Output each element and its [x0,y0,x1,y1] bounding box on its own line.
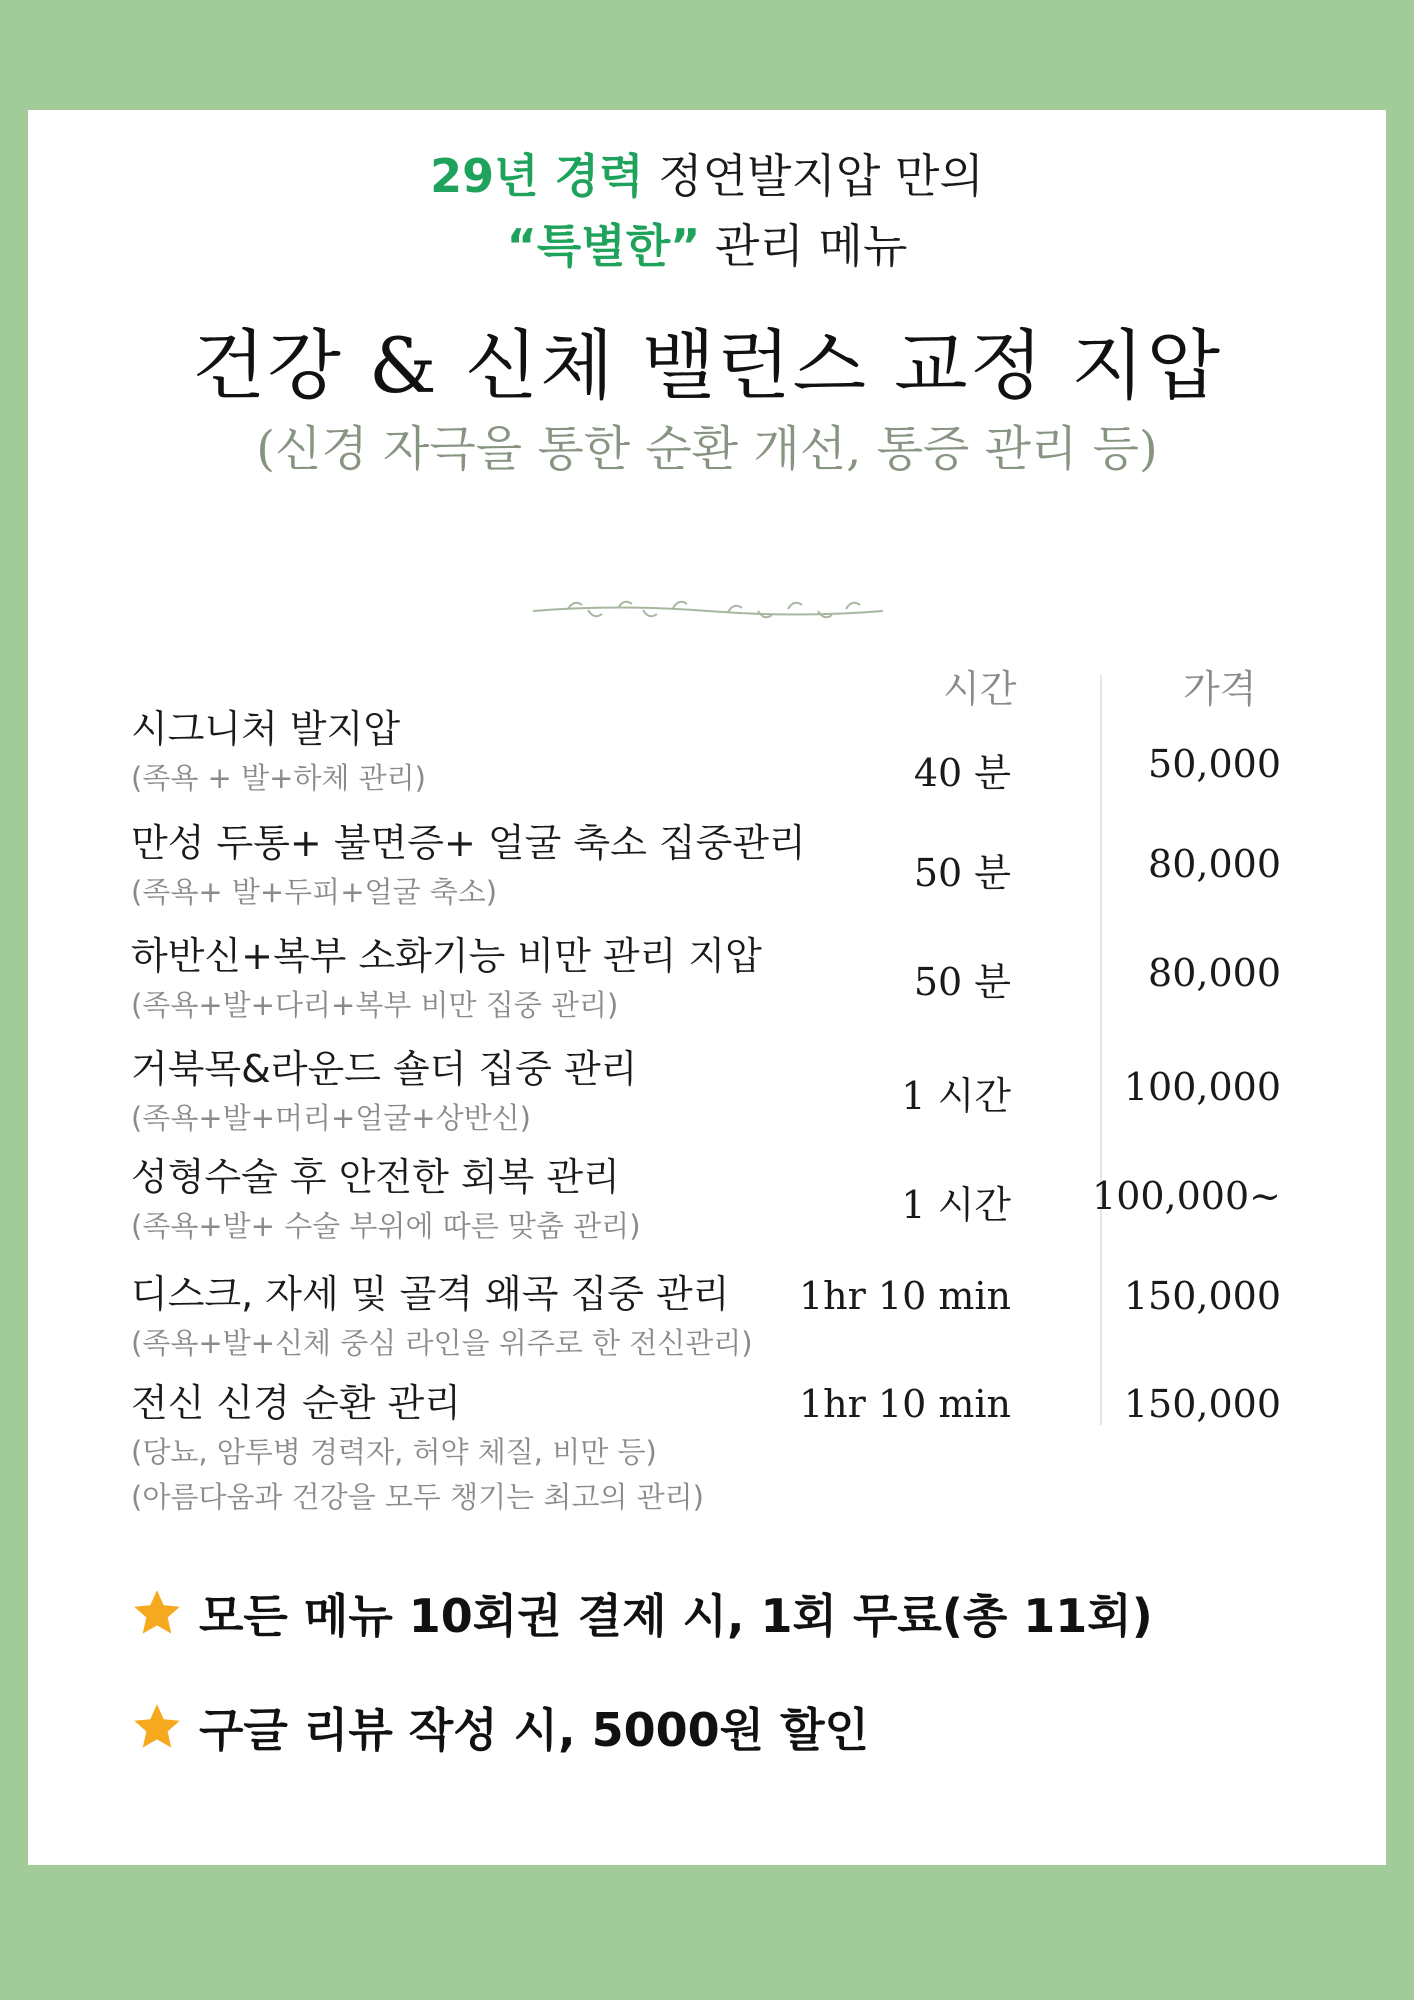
menu-item-price: 100,000~ [1092,1174,1281,1218]
menu-item-time: 1 시간 [901,1074,1011,1118]
menu-item-desc: (당뇨, 암투병 경력자, 허약 체질, 비만 등) [131,1435,657,1469]
menu-item-desc: (족욕+발+머리+얼굴+상반신) [131,1101,531,1135]
menu-item-name: 디스크, 자세 및 골격 왜곡 집중 관리 [131,1272,730,1316]
menu-item-time: 1hr 10 min [799,1382,1011,1426]
header-line-1-text: 정연발지압 만의 [643,149,984,203]
menu-item-desc: (족욕 + 발+하체 관리) [131,761,426,795]
menu-item-name: 거북목&라운드 숄더 집중 관리 [131,1047,638,1091]
column-divider [1100,675,1102,1425]
menu-item-desc: (족욕+발+다리+복부 비만 집중 관리) [131,988,619,1022]
menu-item-name: 시그니처 발지압 [131,707,401,751]
promo-package [131,1580,1153,1646]
menu-item-desc: (족욕+발+신체 중심 라인을 위주로 한 전신관리) [131,1326,753,1360]
menu-item-name: 성형수술 후 안전한 회복 관리 [131,1155,620,1199]
menu-item-price: 80,000 [1148,951,1281,995]
menu-item-name: 하반신+복부 소화기능 비만 관리 지압 [131,934,762,978]
menu-item-desc: (족욕+ 발+두피+얼굴 축소) [131,875,498,909]
header-line-1 [28,140,1386,206]
header-line-2-text: 관리 메뉴 [700,219,908,273]
column-header-price: 가격 [1183,667,1257,711]
menu-item-price: 50,000 [1148,742,1281,786]
menu-item-time: 1hr 10 min [799,1274,1011,1318]
menu-item-time: 40 분 [913,751,1011,795]
page-subtitle: (신경 자극을 통한 순환 개선, 통증 관리 등) [256,421,1158,477]
promo-review [131,1694,869,1760]
leaf-divider-icon [528,596,888,626]
menu-item-time: 50 분 [913,851,1011,895]
page-title: 건강 & 신체 밸런스 교정 지압 [191,321,1223,410]
star-icon [131,1701,183,1753]
header-line-2 [28,210,1386,276]
menu-item-price: 100,000 [1123,1065,1281,1109]
special-highlight: “특별한” [506,219,701,273]
star-icon [131,1587,183,1639]
promo-review-text: 구글 리뷰 작성 시, 5000원 할인 [199,1703,869,1757]
experience-highlight: 29년 경력 [430,149,644,203]
menu-item-price: 80,000 [1148,842,1281,886]
menu-item-name: 전신 신경 순환 관리 [131,1381,461,1425]
menu-item-desc: (족욕+발+ 수술 부위에 따른 맞춤 관리) [131,1209,641,1243]
column-header-time: 시간 [943,667,1017,711]
menu-card [28,110,1386,1865]
menu-item-time: 50 분 [913,960,1011,1004]
menu-item-name: 만성 두통+ 불면증+ 얼굴 축소 집중관리 [131,821,806,865]
promo-package-text: 모든 메뉴 10회권 결제 시, 1회 무료(총 11회) [199,1589,1153,1643]
menu-item-time: 1 시간 [901,1183,1011,1227]
menu-item-desc: (아름다움과 건강을 모두 챙기는 최고의 관리) [131,1480,704,1514]
menu-item-price: 150,000 [1123,1382,1281,1426]
menu-item-price: 150,000 [1123,1274,1281,1318]
